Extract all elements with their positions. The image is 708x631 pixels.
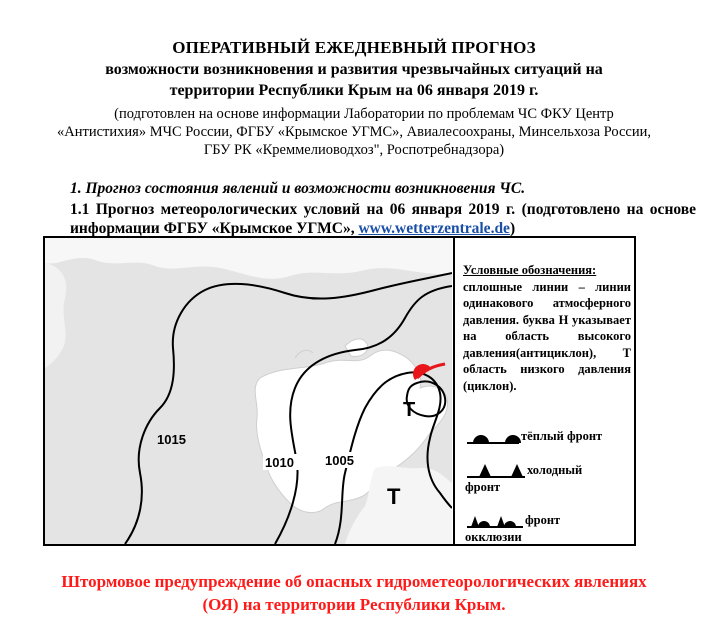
occlusion-front-icon xyxy=(465,510,525,528)
synoptic-map xyxy=(45,238,452,544)
prep-note-line3: ГБУ РК «Креммелиоводхоз", Роспотребнадзора) xyxy=(203,142,505,158)
occlusion-row-2 xyxy=(465,530,522,545)
wetterzentrale-link[interactable]: www.wetterzentrale.de xyxy=(358,220,510,237)
isobar-1015-label: 1015 xyxy=(157,432,186,447)
isobar-1010-label: 1010 xyxy=(265,455,294,470)
prep-note-line2: «Антистихия» МЧС России, ФГБУ «Крымское УГМС», Авиалесоохраны, Минсельхоза России, xyxy=(57,124,651,140)
warm-front-icon xyxy=(465,428,521,444)
low-pressure-label-1: Т xyxy=(403,399,416,421)
cold-front-label-1: холодный xyxy=(527,463,583,477)
forecast-paragraph xyxy=(70,200,696,238)
document-subtitle-line1: возможности возникновения и развития чрезвычайных ситуаций на xyxy=(105,61,603,78)
synoptic-map-svg xyxy=(45,238,452,544)
prep-note-line1: (подготовлен на основе информации Лаборатории по проблемам ЧС ФКУ Центр xyxy=(114,106,614,122)
isobar-1005-label: 1005 xyxy=(325,453,354,468)
cold-front-row xyxy=(465,460,582,478)
occlusion-label-1: фронт xyxy=(525,513,561,527)
forecast-paragraph-text: 1.1 Прогноз метеорологических условий на 06 января 2019 г. (подготовлено на основе информации ФГБУ «Крымское УГМС», xyxy=(70,201,696,237)
warm-front-label: тёплый фронт xyxy=(521,429,603,443)
low-pressure-label-2: Т xyxy=(387,484,401,509)
document-subtitle-line2: территории Республики Крым на 06 января 2019 г. xyxy=(169,82,539,99)
storm-warning-line1: Штормовое предупреждение об опасных гидрометеорологических явлениях xyxy=(61,572,647,591)
occlusion-row xyxy=(465,510,560,528)
occlusion-label-2: окклюзии xyxy=(465,530,522,544)
legend-text: сплошные линии – линии одинакового атмосферного давления. буква Н указывает на область высокого давления(антициклон), Т область низкого давления (циклон). xyxy=(463,279,631,393)
cold-front-icon xyxy=(465,460,527,478)
legend-heading: Условные обозначения: xyxy=(463,263,597,277)
cold-front-label-2: фронт xyxy=(465,480,501,494)
legend-panel xyxy=(453,238,634,544)
legend-body xyxy=(463,262,631,394)
warm-front-row xyxy=(465,428,602,444)
document-title: ОПЕРАТИВНЫЙ ЕЖЕДНЕВНЫЙ ПРОГНОЗ xyxy=(172,38,536,57)
storm-warning-line2: (ОЯ) на территории Республики Крым. xyxy=(202,595,506,614)
section-heading: 1. Прогноз состояния явлений и возможности возникновения ЧС. xyxy=(70,180,526,197)
cold-front-row-2 xyxy=(465,480,500,495)
forecast-paragraph-end: ) xyxy=(509,220,516,237)
